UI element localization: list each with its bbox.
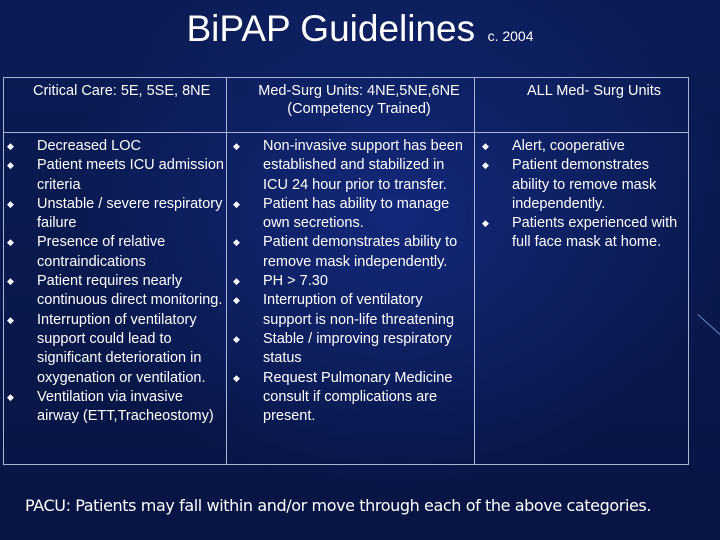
list-item-text: Presence of relative contraindications — [37, 234, 166, 270]
diamond-bullet-icon: ◆ — [7, 237, 14, 248]
list-item-text: Interruption of ventilatory support could lead to significant deterioration in oxygenation or ventilation. — [37, 311, 206, 386]
list-item-text: Stable / improving respiratory status — [263, 330, 452, 367]
diamond-bullet-icon: ◆ — [7, 160, 14, 171]
list-item-text: Patients experienced with full face mask at home. — [512, 215, 678, 251]
date-label: c. 2004 — [487, 28, 534, 44]
list-item-text: Non-invasive support has been established and stabilized in ICU 24 hour prior to transfer. — [263, 138, 463, 193]
diamond-bullet-icon: ◆ — [233, 295, 240, 306]
list-item-text: PH > 7.30 — [263, 273, 328, 290]
page-title: BiPAP Guidelines — [186, 8, 476, 49]
column-divider — [474, 78, 475, 464]
diamond-bullet-icon: ◆ — [233, 276, 240, 287]
list-item — [482, 214, 682, 253]
column-header-all-med-surg: ALL Med- Surg Units — [526, 83, 662, 99]
list-item-text: Patient demonstrates ability to remove mask independently. — [512, 157, 657, 212]
list-item — [233, 369, 473, 427]
list-item-text: Patient meets ICU admission criteria — [37, 157, 224, 193]
diamond-bullet-icon: ◆ — [233, 141, 240, 151]
list-item-text: Patient has ability to manage own secretions. — [263, 195, 450, 232]
list-item-text: Interruption of ventilatory support is non-life threatening — [263, 292, 455, 328]
title-row — [0, 8, 720, 50]
list-item — [482, 156, 682, 214]
decorative-line — [697, 314, 720, 342]
column-header-med-surg-trained: Med-Surg Units: 4NE,5NE,6NE (Competency Trained) — [258, 83, 460, 117]
diamond-bullet-icon: ◆ — [482, 218, 489, 229]
diamond-bullet-icon: ◆ — [7, 391, 14, 402]
list-item — [482, 137, 682, 156]
list-item — [233, 233, 473, 272]
column-critical-care — [7, 137, 225, 426]
list-item — [233, 291, 473, 330]
list-item — [7, 156, 225, 195]
list-item — [7, 272, 225, 311]
header-divider — [4, 132, 688, 133]
diamond-bullet-icon: ◆ — [233, 237, 240, 248]
list-item — [7, 388, 225, 427]
diamond-bullet-icon: ◆ — [7, 276, 14, 287]
footer-note: PACU: Patients may fall within and/or move through each of the above categories. — [25, 496, 652, 515]
diamond-bullet-icon: ◆ — [233, 372, 240, 383]
column-header-critical-care: Critical Care: 5E, 5SE, 8NE — [33, 83, 211, 99]
list-item-text: Decreased LOC — [37, 138, 141, 154]
list-item-text: Patient requires nearly continuous direct monitoring. — [37, 273, 223, 309]
column-divider — [226, 78, 227, 464]
list-item — [233, 272, 473, 291]
list-item-text: Unstable / severe respiratory failure — [37, 195, 223, 232]
list-item — [233, 195, 473, 234]
diamond-bullet-icon: ◆ — [7, 314, 14, 325]
diamond-bullet-icon: ◆ — [482, 160, 489, 171]
diamond-bullet-icon: ◆ — [7, 198, 14, 209]
list-item-text: Request Pulmonary Medicine consult if complications are present. — [263, 369, 453, 425]
diamond-bullet-icon: ◆ — [233, 198, 240, 209]
list-item — [233, 137, 473, 195]
list-item — [233, 330, 473, 369]
diamond-bullet-icon: ◆ — [7, 141, 14, 151]
guidelines-table — [3, 77, 689, 465]
list-item — [7, 233, 225, 272]
list-item — [7, 195, 225, 234]
diamond-bullet-icon: ◆ — [233, 333, 240, 344]
column-all-med-surg — [482, 137, 682, 253]
list-item-text: Ventilation via invasive airway (ETT,Tracheostomy) — [37, 388, 214, 425]
list-item — [7, 311, 225, 388]
list-item — [7, 137, 225, 156]
diamond-bullet-icon: ◆ — [482, 141, 489, 151]
list-item-text: Patient demonstrates ability to remove mask independently. — [263, 234, 458, 270]
column-med-surg-trained — [233, 137, 473, 426]
list-item-text: Alert, cooperative — [512, 138, 625, 154]
